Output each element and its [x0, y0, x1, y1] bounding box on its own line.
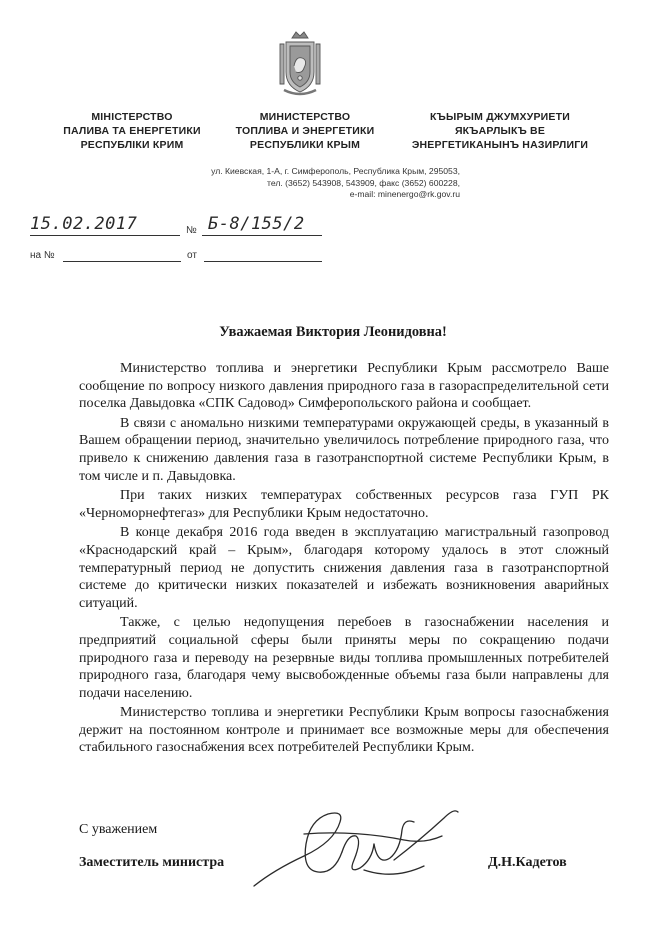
header-ru-line: МИНИСТЕРСТВО: [259, 111, 351, 123]
header-ct-line: ЭНЕРГЕТИКАНЫНЪ НАЗИРЛИГИ: [411, 139, 589, 151]
on-number-label: на №: [30, 250, 55, 261]
handwritten-signature: [244, 800, 474, 896]
header-ct-line: ЯКЪАРЛЫКЪ ВЕ: [454, 125, 546, 137]
header-ukrainian: [52, 110, 212, 152]
registration-number: Б-8/155/2: [208, 214, 305, 234]
paragraph: В конце декабря 2016 года введен в эксплуатацию магистральный газопровод «Краснодарский край – Крым», благодаря которому удалось в этот сложный температурный период не допустить снижения давления газа в газотранспортной системе до критически низких показателей и избежать возникновения аварийных ситуаций.: [79, 525, 609, 611]
contact-email: e-mail: minenergo@rk.gov.ru: [349, 189, 460, 199]
paragraph: Министерство топлива и энергетики Республики Крым рассмотрело Ваше сообщение по вопросу низкого давления природного газа в газораспределительной сети поселка Давыдовка «СПК Садовод» Симферопольского района и сообщает.: [79, 361, 609, 412]
registration-date: 15.02.2017: [30, 214, 138, 234]
closing: С уважением: [79, 822, 158, 837]
number-line: [202, 235, 322, 236]
paragraph: Также, с целью недопущения перебоев в газоснабжении населения и предприятий социальной сферы были приняты меры по сокращению подачи природного газа и переводу на резервные виды топлива промышленных потребителей природного газа, благодаря чему высвобожденные объемы газа были направлены для подачи населению.: [79, 615, 609, 701]
header-crimean-tatar: [392, 110, 608, 152]
number-label: №: [186, 225, 197, 236]
from-line: [204, 261, 322, 262]
crimea-coat-of-arms-icon: [276, 30, 324, 98]
on-number-line: [63, 261, 181, 262]
paragraph: В связи с аномально низкими температурами окружающей среды, в указанный в Вашем обращении период, значительно увеличилось потребление природного газа, что привело к снижению давления газа в газотранспортной системе Республики Крым, в том числе и п. Давыдовка.: [79, 415, 609, 484]
header-russian: [220, 110, 390, 152]
from-label: от: [187, 250, 197, 261]
salutation: Уважаемая Виктория Леонидовна!: [219, 324, 447, 340]
contact-address: ул. Киевская, 1-А, г. Симферополь, Республика Крым, 295053,: [211, 166, 460, 176]
signer-name: Д.Н.Кадетов: [488, 855, 567, 870]
header-ua-line: РЕСПУБЛІКИ КРИМ: [80, 139, 184, 151]
paragraph: Министерство топлива и энергетики Республики Крым вопросы газоснабжения держит на постоянном контроле и принимает все возможные меры для обеспечения стабильного газоснабжения всех потребителей Республики Крым.: [79, 705, 609, 756]
letter-body: [79, 360, 609, 757]
header-ct-line: КЪЫРЫМ ДЖУМХУРИЕТИ: [430, 111, 570, 123]
header-ru-line: РЕСПУБЛИКИ КРЫМ: [249, 139, 361, 151]
header-ua-line: МІНІСТЕРСТВО: [91, 111, 173, 123]
date-line: [30, 235, 180, 236]
contacts-block: [150, 166, 460, 201]
signer-role: Заместитель министра: [79, 855, 225, 870]
paragraph: При таких низких температурах собственных ресурсов газа ГУП РК «Черноморнефтегаз» для Республики Крым недостаточно.: [79, 488, 609, 521]
header-ru-line: ТОПЛИВА И ЭНЕРГЕТИКИ: [235, 125, 375, 137]
header-ua-line: ПАЛИВА ТА ЕНЕРГЕТИКИ: [63, 125, 201, 137]
contact-phone: тел. (3652) 543908, 543909, факс (3652) 600228,: [267, 177, 460, 188]
